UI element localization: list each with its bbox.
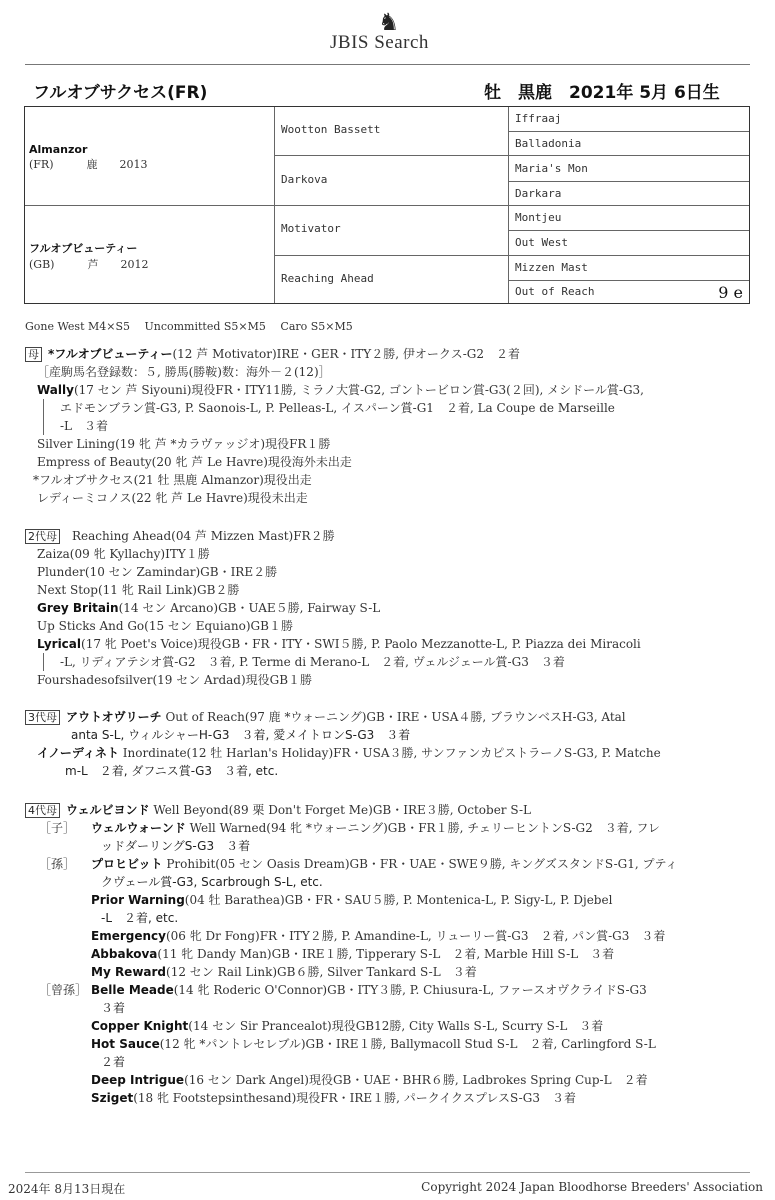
generation-label: ［曾孫］ [39, 983, 88, 997]
horse-link[interactable]: Deep Intrigue [91, 1073, 185, 1087]
horse-info: 牡 黒鹿 2021年 5月 6日生 [484, 83, 720, 103]
horse-link[interactable]: イノーディネト [37, 746, 119, 760]
generation-label: ［孫］ [39, 857, 76, 871]
ped-gen3[interactable]: Darkara [515, 187, 562, 200]
horse-link[interactable]: Wally [37, 383, 74, 397]
pedigree-divider [25, 205, 749, 206]
horse-link[interactable]: Belle Meade [91, 983, 174, 997]
header-divider [25, 64, 750, 65]
pedigree-divider [508, 280, 749, 281]
horse-link[interactable]: Copper Knight [91, 1019, 189, 1033]
footer-divider [25, 1172, 750, 1173]
entry-text: ２着 [101, 1055, 126, 1069]
pedigree-divider [508, 181, 749, 182]
pedigree-table [24, 106, 750, 304]
pedigree-divider [508, 230, 749, 231]
entry-text: -L, リディアテシオ賞-G2 ３着, P. Terme di Merano-L ２着, ヴェルジェール賞-G3 ３着 [43, 653, 725, 671]
entry-text: anta S-L, ウィルシャーH-G3 ３着, 愛メイトロンS-G3 ３着 [71, 728, 411, 742]
fourth-dam-section [25, 801, 725, 1107]
pedigree-divider [274, 255, 749, 256]
dam-cell [29, 240, 148, 272]
entry-text: (14 セン Arcano)GB・UAE５勝, Fairway S-L [118, 601, 381, 615]
horse-link[interactable]: アウトオヴリーチ [66, 710, 162, 724]
ped-gen3[interactable]: Out of Reach [515, 285, 595, 298]
entry-text: -L ３着 [43, 417, 725, 435]
entry-text: Inordinate(12 牡 Harlan's Holiday)FR・USA３勝, サンファンカピストラーノS-G3, P. Matche [118, 746, 661, 760]
entry-text: Next Stop(11 牝 Rail Link)GB２勝 [37, 583, 240, 597]
dam-info: (GB) 芦 2012 [29, 258, 149, 271]
sire-cell [29, 143, 148, 172]
jbis-logo [330, 8, 460, 54]
entry-text: Silver Lining(19 牝 芦 *カラヴァッジオ)現役FR１勝 [37, 437, 331, 451]
horse-name: フルオブサクセス(FR) [33, 83, 208, 103]
ped-gen2[interactable]: Darkova [281, 173, 328, 186]
dam-name[interactable]: フルオブビューティー [29, 242, 138, 255]
entry-text: レディーミコノス(22 牝 芦 Le Havre)現役未出走 [37, 491, 308, 505]
sire-name[interactable]: Almanzor [29, 143, 88, 156]
entry-text: Reaching Ahead(04 芦 Mizzen Mast)FR２勝 [72, 529, 335, 543]
entry-text: (11 牝 Dandy Man)GB・IRE１勝, Tipperary S-L ２着, Marble Hill S-L ３着 [157, 947, 615, 961]
entry-text: (14 牝 Roderic O'Connor)GB・ITY３勝, P. Chiusura-L, ファースオヴクライドS-G3 [173, 983, 647, 997]
section-tag: 3代母 [25, 710, 60, 725]
horse-link[interactable]: My Reward [91, 965, 167, 979]
entry-text: -L ２着, etc. [101, 911, 179, 925]
horse-link[interactable]: Hot Sauce [91, 1037, 160, 1051]
horse-link[interactable]: プロヒビット [91, 857, 163, 871]
horse-link[interactable]: Lyrical [37, 637, 82, 651]
ped-gen3[interactable]: Balladonia [515, 137, 582, 150]
ped-gen3[interactable]: Montjeu [515, 211, 562, 224]
horse-link[interactable]: Abbakova [91, 947, 158, 961]
entry-text: Prohibit(05 セン Oasis Dream)GB・FR・UAE・SWE９勝, キングズスタンドS-G1, プティ [162, 857, 678, 871]
entry-text: (18 牝 Footstepsinthesand)現役FR・IRE１勝, パークイクスプレスS-G3 ３着 [133, 1091, 576, 1105]
copyright: Copyright 2024 Japan Bloodhorse Breeders' Association [421, 1180, 763, 1194]
entry-text: Up Sticks And Go(15 セン Equiano)GB１勝 [37, 619, 293, 633]
section-tag: 2代母 [25, 529, 60, 544]
entry-text: (06 牝 Dr Fong)FR・ITY２勝, P. Amandine-L, リューリー賞-G3 ２着, パン賞-G3 ３着 [165, 929, 666, 943]
dam-link[interactable]: *フルオブビューティー [48, 347, 173, 361]
entry-text: Empress of Beauty(20 牝 芦 Le Havre)現役海外未出走 [37, 455, 352, 469]
family-number: 9 e [718, 283, 743, 302]
as-of-date: 2024年 8月13日現在 [8, 1182, 126, 1196]
pedigree-divider [508, 131, 749, 132]
horse-link[interactable]: Grey Britain [37, 601, 119, 615]
entry-text: Out of Reach(97 鹿 *ウォーニング)GB・IRE・USA４勝, ブラウンベスH-G3, Atal [161, 710, 626, 724]
horse-link[interactable]: Emergency [91, 929, 166, 943]
entry-text: (14 セン Sir Prancealot)現役GB12勝, City Walls S-L, Scurry S-L ３着 [188, 1019, 604, 1033]
ped-gen3[interactable]: Mizzen Mast [515, 261, 588, 274]
entry-text: Fourshadesofsilver(19 セン Ardad)現役GB１勝 [37, 673, 313, 687]
entry-text: (12 牝 *パントレセレブル)GB・IRE１勝, Ballymacoll Stud S-L ２着, Carlingford S-L [159, 1037, 656, 1051]
entry-text: (12 セン Rail Link)GB６勝, Silver Tankard S-L ３着 [166, 965, 477, 979]
entry-text: Plunder(10 セン Zamindar)GB・IRE２勝 [37, 565, 278, 579]
horse-link[interactable]: Sziget [91, 1091, 134, 1105]
generation-label: ［子］ [39, 821, 76, 835]
ped-gen2[interactable]: Wootton Bassett [281, 123, 381, 136]
section-tag: 4代母 [25, 803, 60, 818]
dam-section [25, 345, 725, 507]
entry-text: (17 セン 芦 Siyouni)現役FR・ITY11勝, ミラノ大賞-G2, ゴントービロン賞-G3(２回), メシドール賞-G3, [73, 383, 644, 397]
logo-text: JBIS Search [330, 32, 429, 53]
horse-link[interactable]: Prior Warning [91, 893, 185, 907]
second-dam-section [25, 527, 725, 689]
entry-text: (04 牡 Barathea)GB・FR・SAU５勝, P. Montenica-L, P. Sigy-L, P. Djebel [184, 893, 613, 907]
entry-text: (17 牝 Poet's Voice)現役GB・FR・ITY・SWI５勝, P. Paolo Mezzanotte-L, P. Piazza dei Miracoli [81, 637, 641, 651]
sire-info: (FR) 鹿 2013 [29, 158, 148, 171]
entry-text: エドモンブラン賞-G3, P. Saonois-L, P. Pelleas-L, イスパーン賞-G1 ２着, La Coupe de Marseille [43, 399, 725, 417]
horse-logo-icon: ♞ [378, 8, 400, 36]
horse-link[interactable]: ウェルビヨンド [66, 803, 150, 817]
inbreeding-line: Gone West M4×S5 Uncommitted S5×M5 Caro S5×M5 [25, 320, 353, 333]
ped-gen2[interactable]: Motivator [281, 222, 341, 235]
entry-text: Zaiza(09 牝 Kyllachy)ITY１勝 [37, 547, 210, 561]
entry-text: *フルオブサクセス(21 牡 黒鹿 Almanzor)現役出走 [33, 473, 312, 487]
entry-text: (12 芦 Motivator)IRE・GER・ITY２勝, 伊オークス-G2 ２着 [172, 347, 521, 361]
entry-text: ッドダーリングS-G3 ３着 [101, 839, 251, 853]
entry-text: Well Beyond(89 栗 Don't Forget Me)GB・IRE３勝, October S-L [149, 803, 532, 817]
horse-link[interactable]: ウェルウォーンド [91, 821, 186, 835]
section-tag: 母 [25, 347, 42, 362]
ped-gen2[interactable]: Reaching Ahead [281, 272, 374, 285]
entry-text: (16 セン Dark Angel)現役GB・UAE・BHR６勝, Ladbrokes Spring Cup-L ２着 [184, 1073, 648, 1087]
entry-text: ［産駒馬名登録数：５, 勝馬(勝鞍)数：海外－２(12)］ [37, 365, 331, 379]
entry-text: Well Warned(94 牝 *ウォーニング)GB・FR１勝, チェリーヒントンS-G2 ３着, フレ [185, 821, 660, 835]
pedigree-divider [274, 155, 749, 156]
third-dam-section [25, 708, 725, 780]
entry-text: m-L ２着, ダフニス賞-G3 ３着, etc. [65, 764, 279, 778]
ped-gen3[interactable]: Maria's Mon [515, 162, 588, 175]
ped-gen3[interactable]: Out West [515, 236, 568, 249]
entry-text: ３着 [101, 1001, 126, 1015]
ped-gen3[interactable]: Iffraaj [515, 112, 562, 125]
entry-text: クヴェール賞-G3, Scarbrough S-L, etc. [101, 875, 323, 889]
